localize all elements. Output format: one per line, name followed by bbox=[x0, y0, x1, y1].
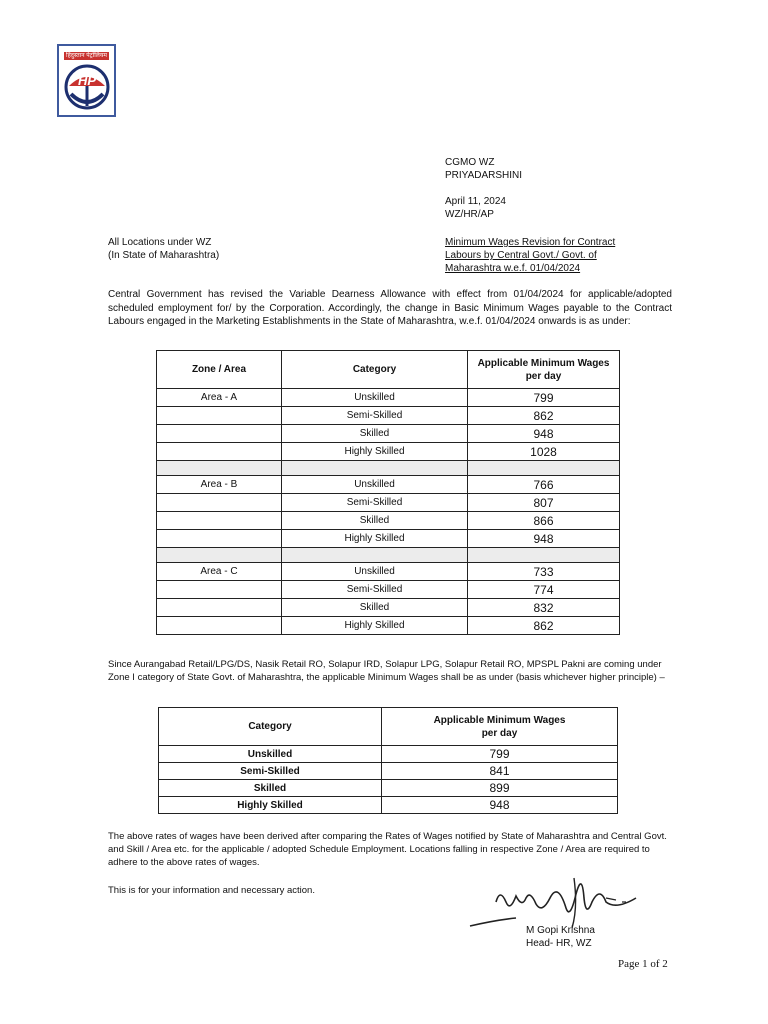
category-cell: Semi-Skilled bbox=[282, 494, 468, 512]
closing-paragraph: The above rates of wages have been derived after comparing the Rates of Wages notified by State of Maharashtra and Central Govt. and Skill / Area etc. for the applicable / adopted Schedule Employment. Locations falling in respective Zone / Area are required to adhere to the above rates of wages. bbox=[108, 831, 667, 868]
subject bbox=[445, 236, 615, 275]
table-row bbox=[159, 780, 618, 797]
wage-cell: 799 bbox=[382, 746, 618, 763]
date-ref-block bbox=[445, 195, 506, 221]
empty-cell bbox=[157, 494, 282, 512]
signatory-title: Head- HR, WZ bbox=[526, 938, 592, 949]
table-row bbox=[159, 797, 618, 814]
table-row bbox=[159, 746, 618, 763]
area-name: Area - C bbox=[157, 563, 282, 581]
hp-logo bbox=[57, 44, 116, 117]
category-cell: Unskilled bbox=[282, 389, 468, 407]
logo-band-text: हिंदुस्तान पेट्रोलियम bbox=[64, 52, 109, 60]
category-cell: Unskilled bbox=[282, 563, 468, 581]
table-row bbox=[157, 407, 620, 425]
wage-cell: 733 bbox=[468, 563, 620, 581]
intro-paragraph: Central Government has revised the Variable Dearness Allowance with effect from 01/04/2024 for applicable/adopted scheduled employment for/ by the Corporation. Accordingly, the change in Basic Minimum Wages payable to the Contract Labours engaged in the Marketing Establishments in the State of Maharashtra, w.e.f. 01/04/2024 onwards is as under: bbox=[108, 289, 672, 327]
wage-cell: 841 bbox=[382, 763, 618, 780]
subject-line: Maharashtra w.e.f. 01/04/2024 bbox=[445, 263, 581, 274]
table-row bbox=[157, 581, 620, 599]
table-row bbox=[157, 530, 620, 548]
addressee-line: (In State of Maharashtra) bbox=[108, 250, 220, 261]
sender-block bbox=[445, 156, 522, 182]
zone-note-paragraph: Since Aurangabad Retail/LPG/DS, Nasik Retail RO, Solapur IRD, Solapur LPG, Solapur Retail RO, MPSPL Pakni are coming under Zone I category of State Govt. of Maharashtra, the applicable Minimum Wages shall be as under (basis whichever higher principle) – bbox=[108, 659, 665, 683]
wage-cell: 899 bbox=[382, 780, 618, 797]
empty-cell bbox=[157, 530, 282, 548]
wage-cell: 862 bbox=[468, 617, 620, 635]
table-row bbox=[157, 425, 620, 443]
category-cell: Skilled bbox=[282, 599, 468, 617]
table-row bbox=[157, 476, 620, 494]
empty-cell bbox=[157, 425, 282, 443]
wages-table-zone bbox=[156, 350, 620, 635]
addressee bbox=[108, 236, 219, 262]
wage-cell: 948 bbox=[468, 425, 620, 443]
wage-cell: 866 bbox=[468, 512, 620, 530]
col-header-zone: Zone / Area bbox=[157, 351, 282, 389]
category-cell: Skilled bbox=[159, 780, 382, 797]
empty-cell bbox=[157, 617, 282, 635]
area-name: Area - B bbox=[157, 476, 282, 494]
wage-cell: 807 bbox=[468, 494, 620, 512]
table-row bbox=[159, 763, 618, 780]
category-cell: Unskilled bbox=[159, 746, 382, 763]
category-cell: Unskilled bbox=[282, 476, 468, 494]
wages-table-zone-i bbox=[158, 707, 618, 814]
wage-cell: 1028 bbox=[468, 443, 620, 461]
sender-line: CGMO WZ bbox=[445, 157, 495, 168]
col-header-wages: Applicable Minimum Wages per day bbox=[468, 351, 620, 389]
area-name: Area - A bbox=[157, 389, 282, 407]
category-cell: Highly Skilled bbox=[159, 797, 382, 814]
col-header-wages: Applicable Minimum Wages per day bbox=[382, 708, 618, 746]
addressee-line: All Locations under WZ bbox=[108, 237, 212, 248]
signatory-name: M Gopi Krishna bbox=[526, 925, 595, 936]
col-header-category: Category bbox=[159, 708, 382, 746]
table-row bbox=[157, 617, 620, 635]
subject-line: Minimum Wages Revision for Contract bbox=[445, 237, 616, 248]
table-row bbox=[157, 443, 620, 461]
signatory-block bbox=[526, 924, 595, 950]
letter-date: April 11, 2024 bbox=[445, 196, 506, 207]
wage-cell: 948 bbox=[468, 530, 620, 548]
table-row bbox=[157, 512, 620, 530]
subject-line: Labours by Central Govt./ Govt. of bbox=[445, 250, 597, 261]
sender-line: PRIYADARSHINI bbox=[445, 170, 523, 181]
wage-cell: 774 bbox=[468, 581, 620, 599]
category-cell: Semi-Skilled bbox=[282, 581, 468, 599]
empty-cell bbox=[157, 443, 282, 461]
wage-cell: 766 bbox=[468, 476, 620, 494]
page-number: Page 1 of 2 bbox=[618, 958, 668, 970]
letter-ref: WZ/HR/AP bbox=[445, 209, 494, 220]
table-row bbox=[157, 563, 620, 581]
category-cell: Highly Skilled bbox=[282, 530, 468, 548]
category-cell: Skilled bbox=[282, 425, 468, 443]
info-line: This is for your information and necessary action. bbox=[108, 885, 315, 896]
category-cell: Highly Skilled bbox=[282, 443, 468, 461]
table-row bbox=[157, 494, 620, 512]
wage-cell: 948 bbox=[382, 797, 618, 814]
category-cell: Semi-Skilled bbox=[159, 763, 382, 780]
hp-emblem-icon bbox=[63, 64, 111, 114]
logo-letters: HP bbox=[77, 73, 97, 88]
category-cell: Skilled bbox=[282, 512, 468, 530]
wage-cell: 832 bbox=[468, 599, 620, 617]
spacer-row bbox=[157, 548, 620, 563]
empty-cell bbox=[157, 407, 282, 425]
table-row bbox=[157, 599, 620, 617]
wage-cell: 799 bbox=[468, 389, 620, 407]
spacer-row bbox=[157, 461, 620, 476]
wage-cell: 862 bbox=[468, 407, 620, 425]
table-row bbox=[157, 389, 620, 407]
empty-cell bbox=[157, 599, 282, 617]
category-cell: Semi-Skilled bbox=[282, 407, 468, 425]
empty-cell bbox=[157, 581, 282, 599]
empty-cell bbox=[157, 512, 282, 530]
category-cell: Highly Skilled bbox=[282, 617, 468, 635]
col-header-category: Category bbox=[282, 351, 468, 389]
